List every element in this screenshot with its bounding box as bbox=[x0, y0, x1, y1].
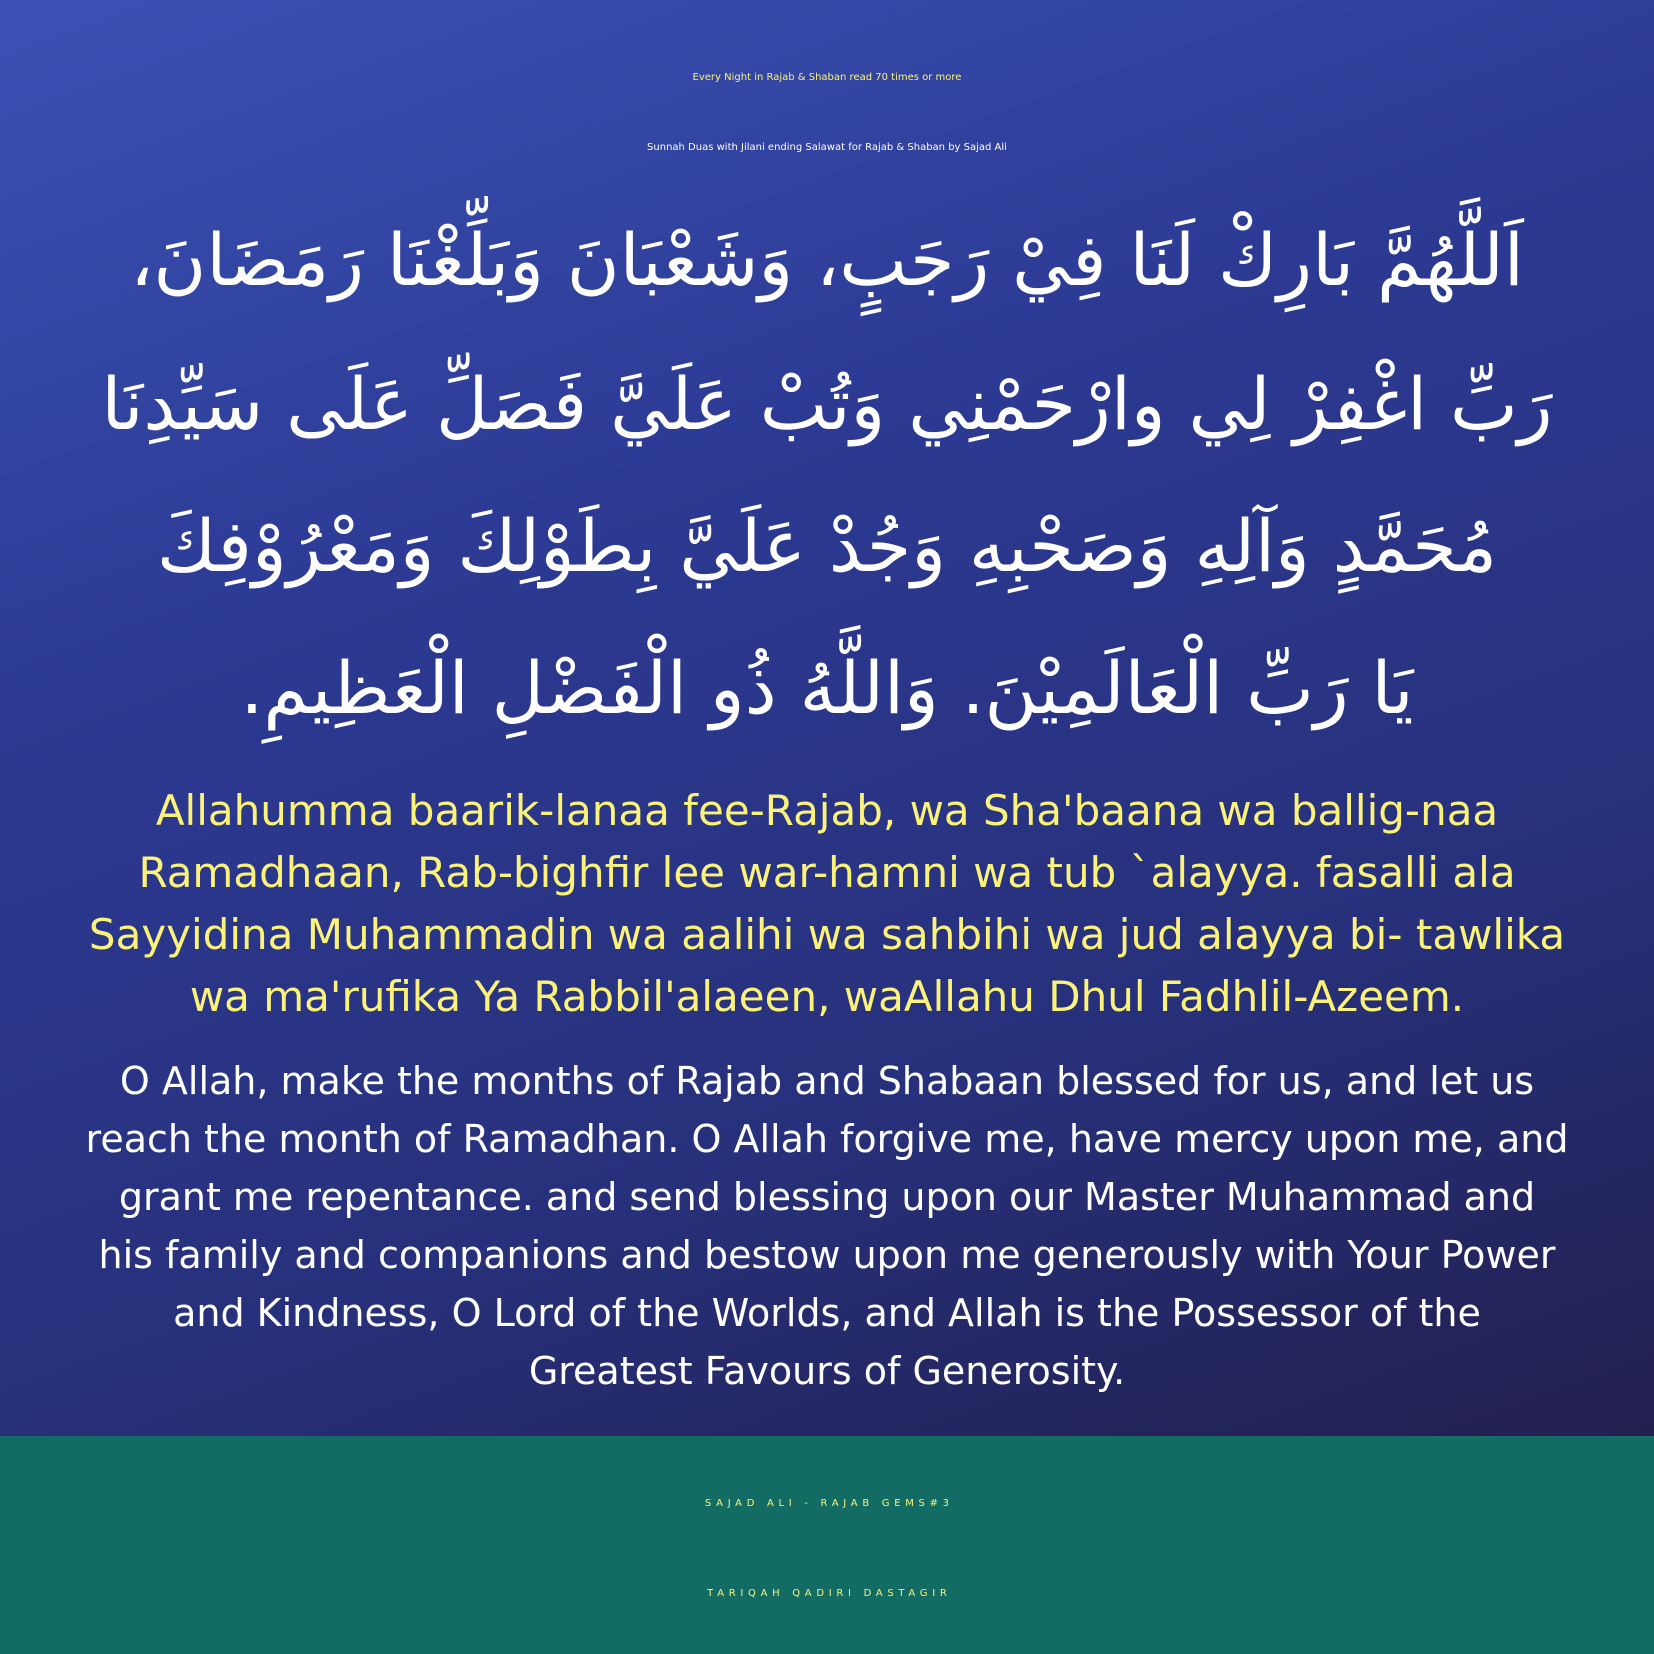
transliteration-line: wa ma'rufika Ya Rabbil'alaeen, waAllahu Dhul Fadhlil-Azeem. bbox=[189, 972, 1465, 1021]
arabic-dua bbox=[40, 200, 1614, 760]
arabic-line: اَللَّهُمَّ بَارِكْ لَنَا فِيْ رَجَبٍ، وَشَعْبَانَ وَبَلِّغْنَا رَمَضَانَ، bbox=[130, 218, 1524, 302]
transliteration bbox=[20, 780, 1634, 1028]
transliteration-line: Sayyidina Muhammadin wa aalihi wa sahbihi wa jud alayya bi- tawlika bbox=[88, 910, 1566, 959]
translation-line: O Allah, make the months of Rajab and Shabaan blessed for us, and let us bbox=[119, 1059, 1535, 1103]
footer-banner bbox=[0, 1436, 1654, 1654]
arabic-line: مُحَمَّدٍ وَآلِهِ وَصَحْبِهِ وَجُدْ عَلَيَّ بِطَوْلِكَ وَمَعْرُوْفِكَ bbox=[156, 504, 1498, 588]
arabic-line: يَا رَبِّ الْعَالَمِيْنَ. وَاللَّهُ ذُو الْفَضْلِ الْعَظِيمِ. bbox=[240, 646, 1414, 730]
footer-subtitle: TARIQAH QADIRI DASTAGIR bbox=[707, 1588, 952, 1599]
translation bbox=[20, 1052, 1634, 1400]
heading: Every Night in Rajab & Shaban read 70 times or more bbox=[692, 72, 962, 83]
transliteration-line: Allahumma baarik-lanaa fee-Rajab, wa Sha'baana wa ballig-naa bbox=[155, 786, 1499, 835]
translation-line: reach the month of Ramadhan. O Allah forgive me, have mercy upon me, and bbox=[85, 1117, 1569, 1161]
subheading: Sunnah Duas with Jilani ending Salawat for Rajab & Shaban by Sajad Ali bbox=[647, 142, 1007, 153]
transliteration-line: Ramadhaan, Rab-bighfir lee war-hamni wa tub `alayya. fasalli ala bbox=[138, 848, 1516, 897]
translation-line: his family and companions and bestow upon me generously with Your Power bbox=[98, 1233, 1556, 1277]
translation-line: grant me repentance. and send blessing upon our Master Muhammad and bbox=[118, 1175, 1536, 1219]
arabic-line: رَبِّ اغْفِرْ لِي وارْحَمْنِي وَتُبْ عَلَيَّ فَصَلِّ عَلَى سَيِّدِنَا bbox=[101, 362, 1553, 446]
translation-line: and Kindness, O Lord of the Worlds, and Allah is the Possessor of the bbox=[173, 1291, 1481, 1335]
translation-line: Greatest Favours of Generosity. bbox=[528, 1349, 1126, 1393]
footer-title: SAJAD ALI - RAJAB GEMS#3 bbox=[704, 1498, 954, 1509]
